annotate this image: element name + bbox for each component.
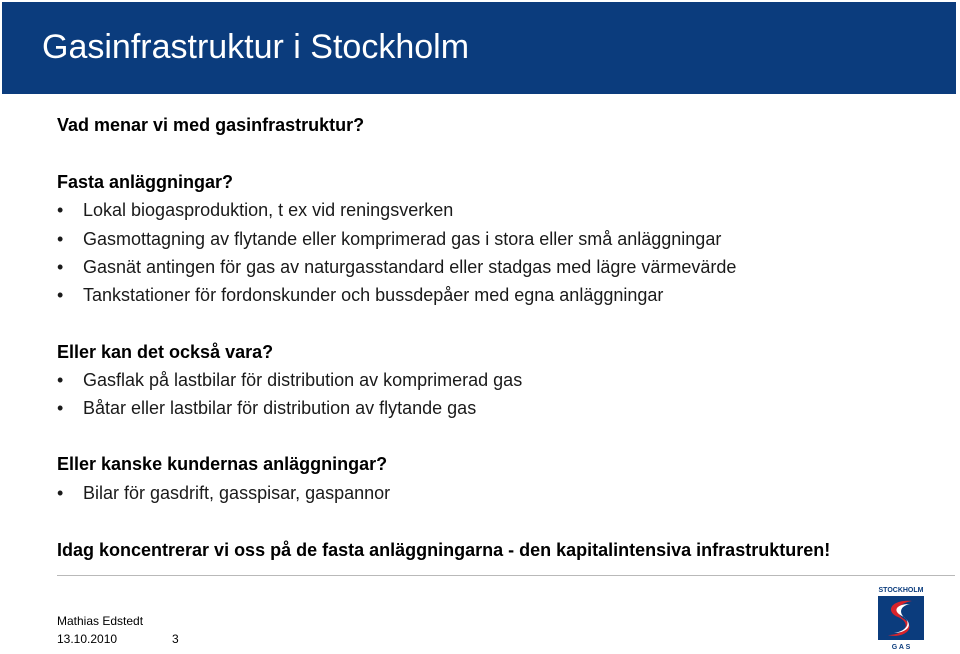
bullet-icon: • bbox=[57, 483, 64, 503]
list-item bbox=[57, 229, 721, 250]
list-item-text: Gasnät antingen för gas av naturgasstandard eller stadgas med lägre värmevärde bbox=[83, 257, 737, 277]
bullet-icon: • bbox=[57, 370, 64, 390]
title-bar bbox=[2, 2, 956, 94]
bullet-icon: • bbox=[57, 200, 64, 220]
list-item bbox=[57, 285, 663, 306]
logo-text-top: STOCKHOLM bbox=[878, 587, 924, 594]
footer-divider bbox=[57, 575, 955, 576]
list-item bbox=[57, 483, 390, 504]
bullet-icon: • bbox=[57, 285, 64, 305]
logo-text-bottom: G A S bbox=[891, 644, 911, 651]
footer-date: 13.10.2010 bbox=[57, 632, 118, 646]
list-item bbox=[57, 398, 476, 419]
footer-author: Mathias Edstedt bbox=[57, 614, 144, 628]
page-title: Gasinfrastruktur i Stockholm bbox=[42, 28, 470, 66]
section-heading: Fasta anläggningar? bbox=[57, 172, 234, 192]
list-item-text: Tankstationer för fordonskunder och bussdepåer med egna anläggningar bbox=[83, 285, 664, 305]
section-heading: Vad menar vi med gasinfrastruktur? bbox=[57, 115, 365, 135]
bullet-icon: • bbox=[57, 229, 64, 249]
page-number: 3 bbox=[172, 632, 179, 646]
bullet-icon: • bbox=[57, 257, 64, 277]
list-item bbox=[57, 370, 522, 391]
list-item-text: Gasmottagning av flytande eller komprimerad gas i stora eller små anläggningar bbox=[83, 229, 722, 249]
section-heading: Eller kanske kundernas anläggningar? bbox=[57, 454, 388, 474]
list-item-text: Gasflak på lastbilar för distribution av komprimerad gas bbox=[83, 370, 523, 390]
list-item-text: Bilar för gasdrift, gasspisar, gaspannor bbox=[83, 483, 391, 503]
list-item-text: Båtar eller lastbilar för distribution av flytande gas bbox=[83, 398, 477, 418]
stockholm-gas-logo-icon bbox=[872, 585, 930, 651]
list-item bbox=[57, 257, 736, 278]
list-item-text: Lokal biogasproduktion, t ex vid reningsverken bbox=[83, 200, 454, 220]
list-item bbox=[57, 200, 453, 221]
bullet-icon: • bbox=[57, 398, 64, 418]
conclusion-text: Idag koncentrerar vi oss på de fasta anläggningarna - den kapitalintensiva infrastrukturen! bbox=[57, 540, 831, 560]
section-heading: Eller kan det också vara? bbox=[57, 342, 274, 362]
